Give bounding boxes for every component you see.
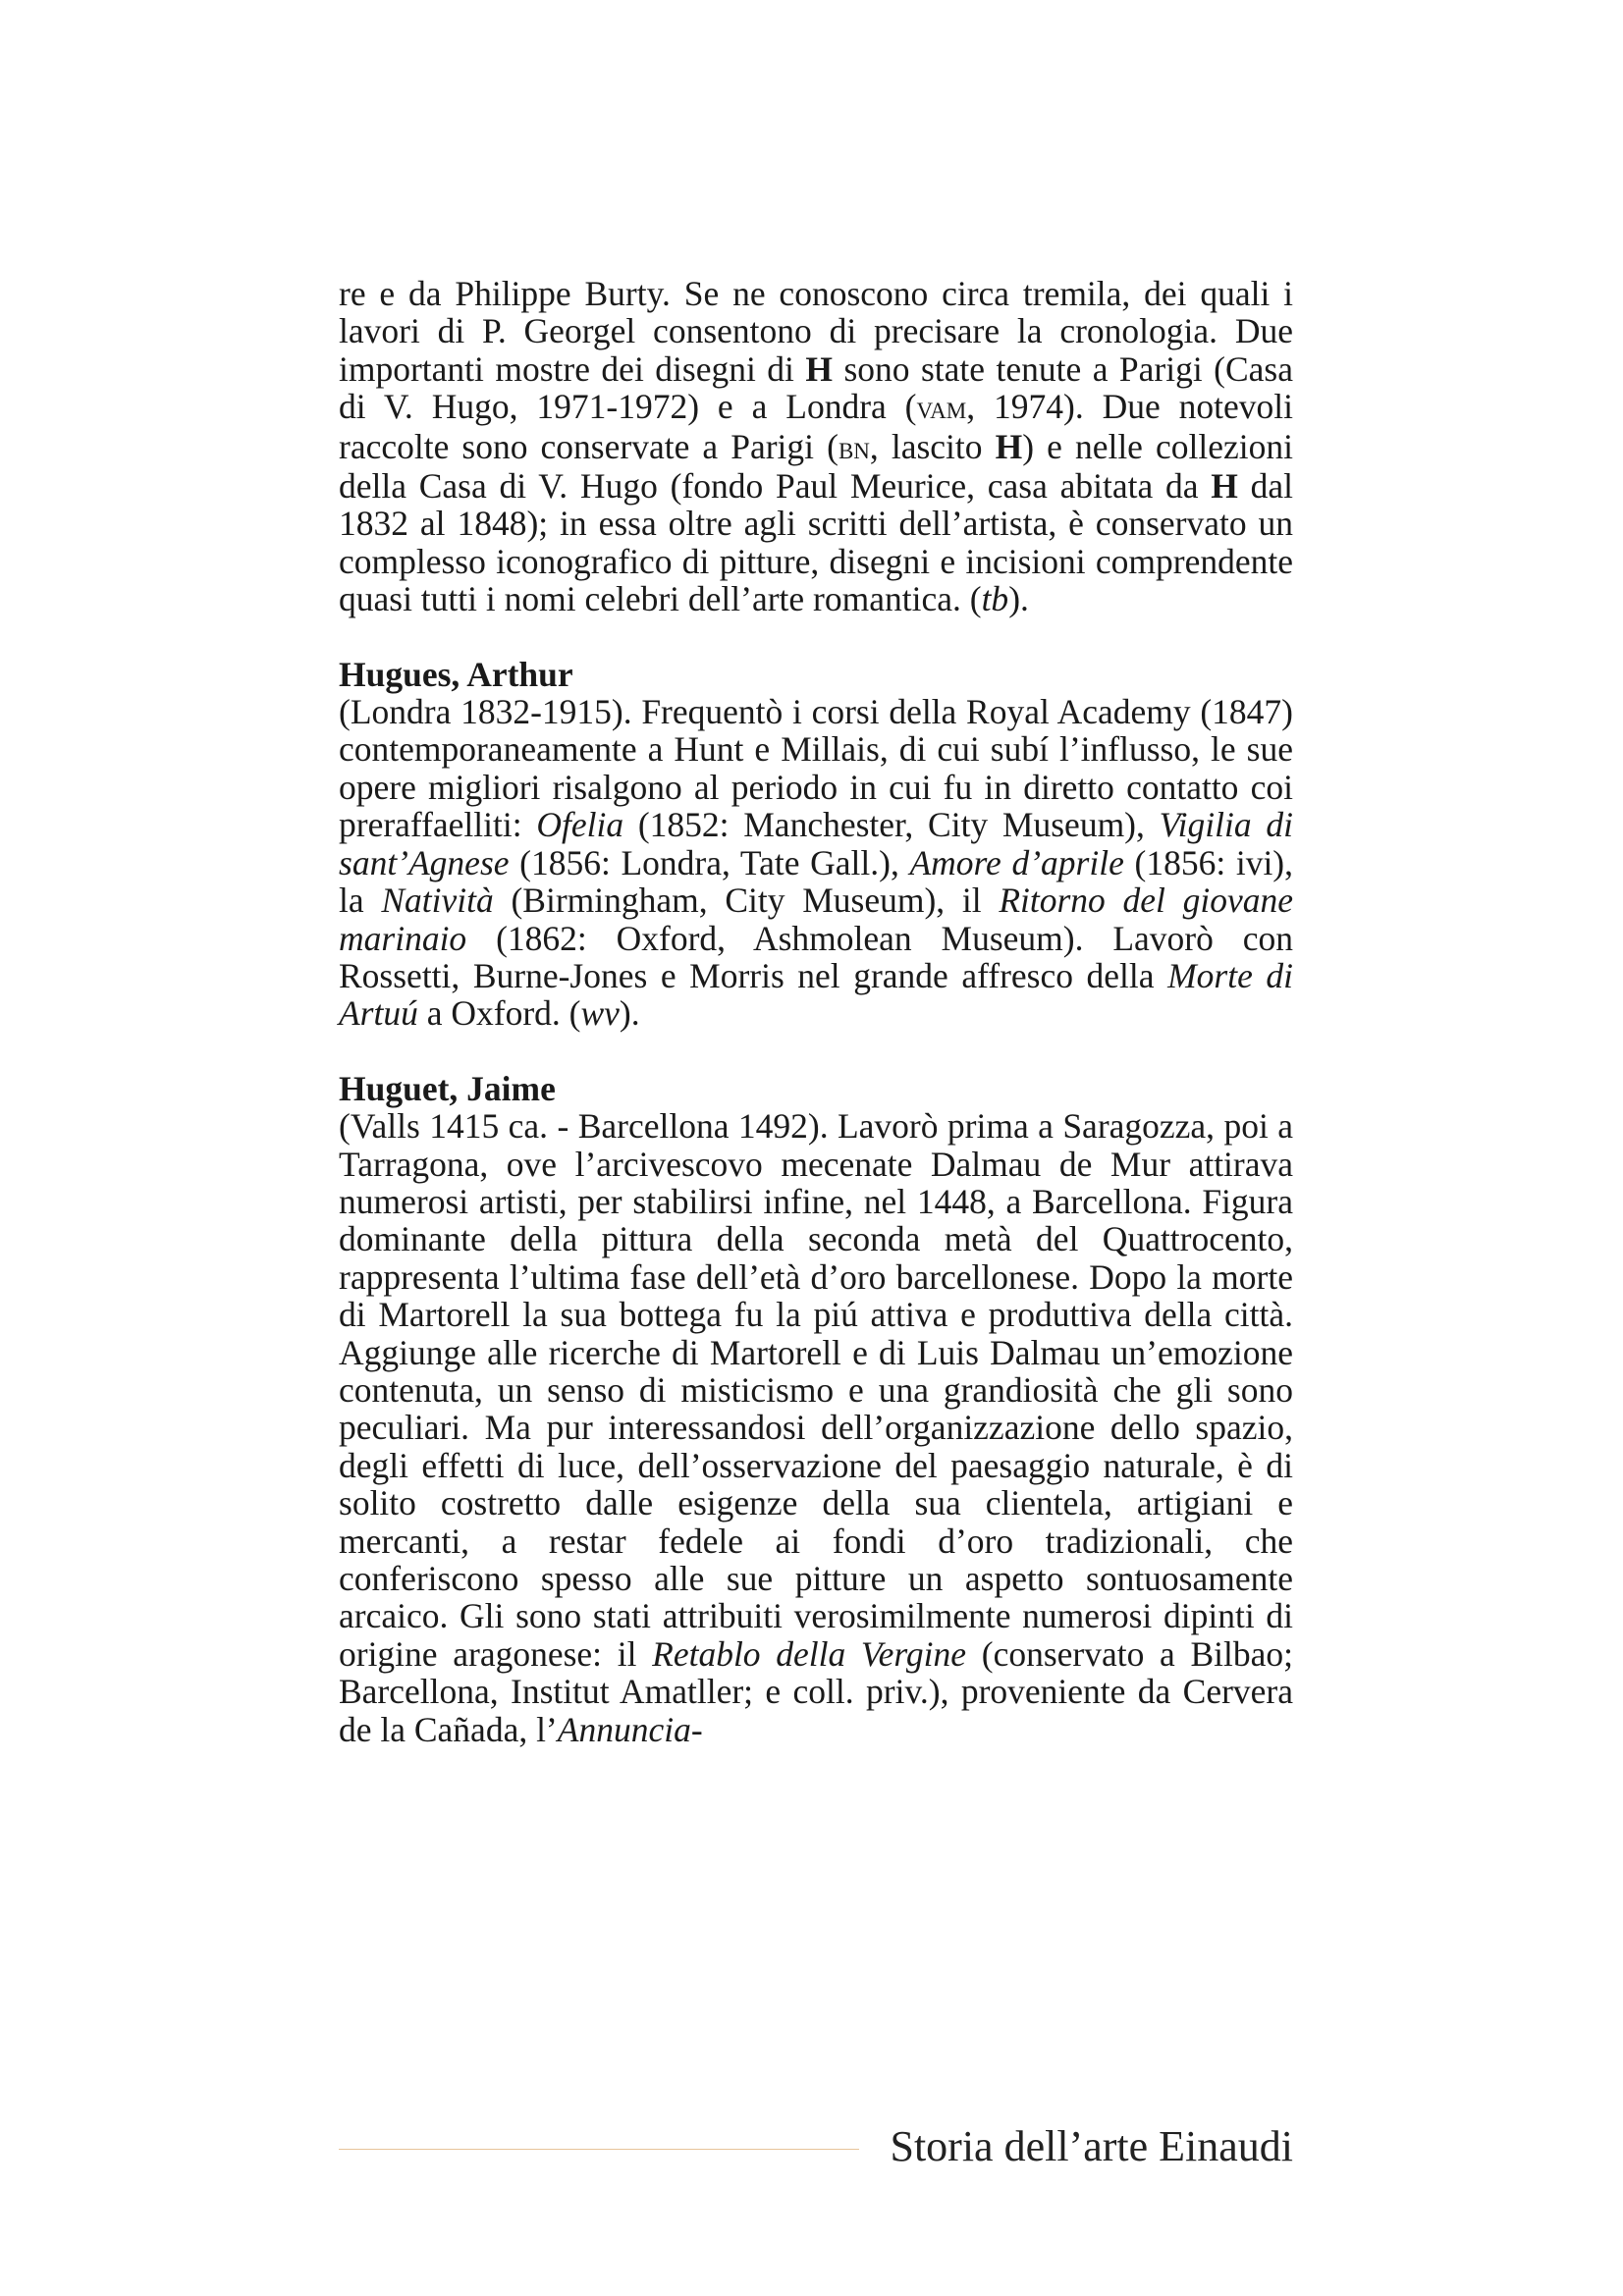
entry-text: (Birmingham, City Museum), il — [493, 881, 1000, 921]
footer-rule — [339, 2149, 859, 2150]
artist-initial: H — [995, 426, 1023, 466]
entry-text: (1856: Londra, Tate Gall.), — [509, 842, 910, 882]
entry-huguet — [339, 1070, 1293, 1748]
intro-text: dal 1832 al 1848); in essa oltre agli scritti dell’artista, è conservato un complesso iconografico di pitture, disegni e incisioni comprendente quasi tutti i nomi celebri dell’arte romantica. ( — [339, 466, 1293, 619]
intro-text: ) e nelle collezioni della Casa di V. Hugo (fondo Paul Meurice, casa abitata da — [339, 426, 1293, 507]
entry-title: Hugues, Arthur — [339, 654, 573, 694]
entry-text: (conservato a Bilbao; Barcellona, Institut Amatller; e coll. priv.), proveniente da Cervera de la Cañada, l’ — [339, 1633, 1294, 1749]
intro-text: ). — [1008, 579, 1029, 619]
entry-text: (1852: Manchester, City Museum), — [623, 805, 1160, 845]
author-initials: wv — [580, 993, 620, 1034]
entry-hughes — [339, 656, 1293, 1033]
artwork-title: Morte di Artuú — [339, 955, 1293, 1034]
artwork-title: Amore d’aprile — [909, 842, 1124, 882]
artwork-title: Retablo della Vergine — [652, 1633, 967, 1674]
library-abbreviation: bn — [838, 430, 870, 466]
entry-text: ). — [619, 993, 640, 1034]
intro-text: sono state tenute a Parigi (Casa di V. Hugo, 1971-1972) e a Londra ( — [339, 348, 1293, 427]
intro-text: , 1974). Due notevoli raccolte sono conservate a Parigi ( — [339, 387, 1293, 466]
entry-body — [339, 1107, 1293, 1748]
entry-text: a Oxford. ( — [417, 993, 581, 1034]
artist-initial: H — [1211, 466, 1238, 507]
entry-text: (Londra 1832-1915). Frequentò i corsi della Royal Academy (1847) contemporaneamente a Hunt e Millais, di cui subí l’influsso, le sue opere migliori risalgono al periodo in cui fu in diretto contatto coi preraffaelliti: — [339, 692, 1293, 845]
entry-title: Huguet, Jaime — [339, 1068, 556, 1108]
page-body — [339, 275, 1293, 1748]
museum-abbreviation: vam — [916, 391, 967, 427]
intro-text: re e da Philippe Burty. Se ne conoscono circa tremila, dei quali i lavori di P. Georgel consentono di precisare la cronologia. Due importanti mostre dei disegni di — [339, 274, 1293, 389]
artwork-title: Natività — [381, 881, 494, 921]
intro-paragraph — [339, 275, 1293, 618]
entry-text: (1862: Oxford, Ashmolean Museum). Lavorò con Rossetti, Burne-Jones e Morris nel grande affresco della — [339, 918, 1293, 995]
entry-text: (1856: ivi), la — [339, 842, 1294, 921]
footer-publication-title: Storia dell’arte Einaudi — [890, 2122, 1293, 2170]
artwork-title: Ofelia — [536, 805, 624, 845]
artwork-title: Ritorno del giovane marinaio — [339, 881, 1293, 958]
artist-initial: H — [805, 348, 833, 389]
author-initials: tb — [981, 579, 1009, 619]
entry-text: (Valls 1415 ca. - Barcellona 1492). Lavorò prima a Saragozza, poi a Tarragona, ove l’arcivescovo mecenate Dalmau de Mur attirava numerosi artisti, per stabilirsi infine, nel 1448, a Barcellona. Figura dominante della pittura della seconda metà del Quattrocento, rappresenta l’ultima fase dell’età d’oro barcellonese. Dopo la morte di Martorell la sua bottega fu la piú attiva e produttiva della città. Aggiunge alle ricerche di Martorell e di Luis Dalmau un’emozione contenuta, un senso di misticismo e una grandiosità che gli sono peculiari. Ma pur interessandosi dell’organizzazione dello spazio, degli effetti di luce, dell’osservazione del paesaggio naturale, è di solito costretto dalle esigenze della sua clientela, artigiani e mercanti, a restar fedele ai fondi d’oro tradizionali, che conferiscono spesso alle sue pitture un aspetto sontuosamente arcaico. Gli sono stati attribuiti verosimilmente numerosi dipinti di origine aragonese: il — [339, 1106, 1293, 1674]
intro-text: , lascito — [869, 426, 996, 466]
artwork-title: Annuncia- — [557, 1709, 703, 1749]
entry-body — [339, 693, 1293, 1033]
artwork-title: Vigilia di sant’Agnese — [339, 805, 1293, 882]
